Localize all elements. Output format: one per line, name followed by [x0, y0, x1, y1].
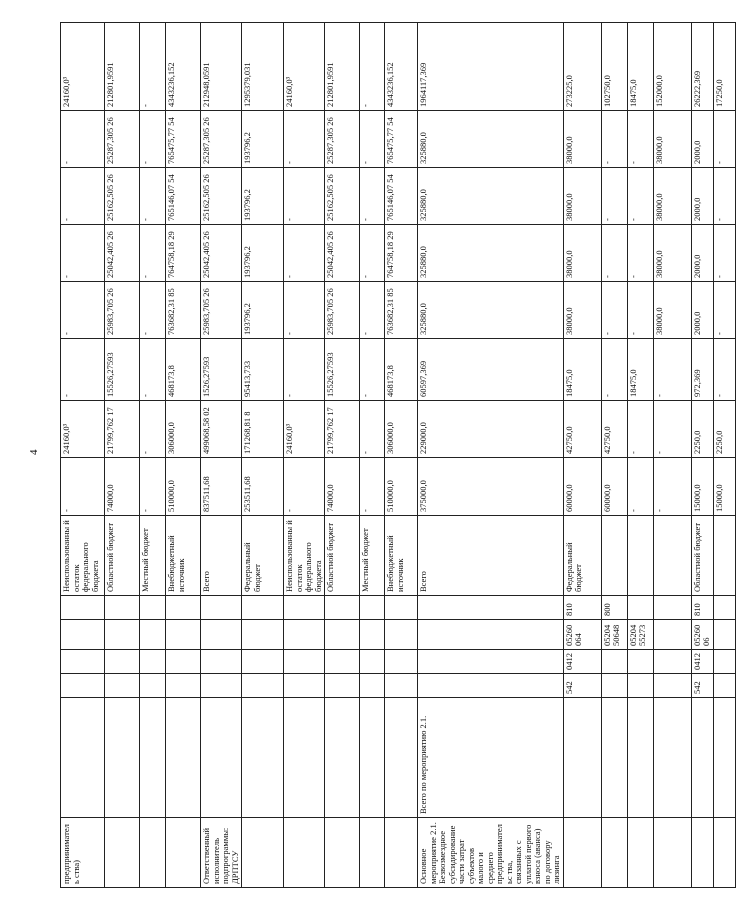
table-cell — [284, 698, 325, 818]
table-cell: 468173,8 — [166, 339, 201, 401]
table-cell: 24160,0³ — [61, 401, 105, 458]
table-cell: - — [140, 168, 166, 225]
table-cell — [385, 650, 418, 674]
table-cell: 60000,0 — [563, 458, 601, 516]
table-cell: 2250,0 — [691, 401, 713, 458]
table-cell — [140, 818, 166, 888]
table-cell — [166, 818, 201, 888]
table-cell: Основное мероприятие 2.1. Безвозмездное субсидирование части затрат субъектов малого и среднего предпринимательс тва, связанных с уплатой первого взноса (аванса) по договору лизинга — [418, 818, 564, 888]
table-row — [166, 23, 201, 888]
table-cell: - — [627, 225, 653, 282]
table-cell: 15526,27593 — [325, 339, 360, 401]
table-cell — [627, 698, 653, 818]
table-cell: 74000,0 — [105, 458, 140, 516]
table-cell — [242, 620, 284, 650]
table-cell — [61, 698, 105, 818]
table-cell: 972,369 — [691, 339, 713, 401]
table-cell — [325, 674, 360, 698]
table-cell: 306000,0 — [166, 401, 201, 458]
table-cell: Федеральный бюджет — [242, 516, 284, 596]
table-cell — [563, 698, 601, 818]
table-cell — [653, 818, 691, 888]
table-cell: - — [61, 282, 105, 339]
table-cell — [385, 674, 418, 698]
table-cell: - — [653, 339, 691, 401]
table-cell: 765475,77 54 — [166, 111, 201, 168]
table-cell: Федеральный бюджет — [563, 516, 601, 596]
table-row — [325, 23, 360, 888]
table-cell — [385, 698, 418, 818]
table-cell — [242, 650, 284, 674]
table-cell: Областной бюджет — [691, 516, 713, 596]
budget-table-body — [61, 23, 736, 888]
table-cell: - — [284, 168, 325, 225]
table-cell — [325, 818, 360, 888]
table-cell: 25287,305 26 — [201, 111, 242, 168]
table-cell: 193796,2 — [242, 111, 284, 168]
table-cell — [385, 620, 418, 650]
table-cell — [360, 818, 385, 888]
table-cell — [601, 818, 627, 888]
table-cell — [140, 698, 166, 818]
table-cell — [601, 674, 627, 698]
table-cell — [418, 596, 564, 620]
table-row — [385, 23, 418, 888]
table-cell: - — [601, 339, 627, 401]
table-cell: 18475,0 — [563, 339, 601, 401]
table-cell — [418, 620, 564, 650]
table-cell — [201, 698, 242, 818]
table-cell: 763682,31 85 — [166, 282, 201, 339]
table-cell: - — [601, 111, 627, 168]
table-cell: 375000,0 — [418, 458, 564, 516]
table-cell: 15526,27593 — [105, 339, 140, 401]
table-cell: 24160,0³ — [284, 401, 325, 458]
table-cell: - — [61, 225, 105, 282]
table-row — [627, 23, 653, 888]
table-cell: 25162,505 26 — [201, 168, 242, 225]
table-cell: - — [140, 458, 166, 516]
table-row — [713, 23, 735, 888]
table-cell: 21799,762 17 — [325, 401, 360, 458]
table-cell — [627, 650, 653, 674]
table-cell: 325880,0 — [418, 225, 564, 282]
table-cell: - — [140, 282, 166, 339]
table-cell: Ответственный исполнитель подпрограммы: ДРПТСУ — [201, 818, 242, 888]
table-cell: Внебюджетный источник — [166, 516, 201, 596]
table-cell: 25983,705 26 — [105, 282, 140, 339]
table-cell: 25042,405 26 — [201, 225, 242, 282]
table-cell: 60597,369 — [418, 339, 564, 401]
table-cell: 2000,0 — [691, 168, 713, 225]
table-cell: 17250,0 — [713, 23, 735, 111]
table-cell — [105, 650, 140, 674]
table-cell — [653, 674, 691, 698]
table-cell — [627, 674, 653, 698]
table-cell: 05260 06 — [691, 620, 713, 650]
table-cell: - — [284, 339, 325, 401]
table-cell: Внебюджетный источник — [385, 516, 418, 596]
table-cell: 325880,0 — [418, 168, 564, 225]
table-cell — [201, 674, 242, 698]
page-number: 4 — [28, 449, 40, 455]
table-cell: 0412 — [563, 650, 601, 674]
table-cell: 4343236,152 — [166, 23, 201, 111]
table-cell — [242, 596, 284, 620]
table-cell: - — [653, 401, 691, 458]
table-row — [201, 23, 242, 888]
table-cell: 25162,505 26 — [105, 168, 140, 225]
table-cell: 765146,07 54 — [166, 168, 201, 225]
table-cell — [627, 516, 653, 596]
table-cell — [166, 596, 201, 620]
table-cell — [166, 674, 201, 698]
table-cell — [105, 818, 140, 888]
table-cell: 542 — [563, 674, 601, 698]
table-cell: - — [627, 401, 653, 458]
table-row — [563, 23, 601, 888]
table-cell: 765475,77 54 — [385, 111, 418, 168]
table-cell — [713, 698, 735, 818]
table-cell: 24160,0³ — [61, 23, 105, 111]
table-cell: - — [140, 401, 166, 458]
table-cell: 229000,0 — [418, 401, 564, 458]
table-cell: Областной бюджет — [105, 516, 140, 596]
table-cell: 4343236,152 — [385, 23, 418, 111]
table-cell — [360, 698, 385, 818]
table-cell: 764758,18 29 — [385, 225, 418, 282]
table-cell — [325, 698, 360, 818]
table-cell: - — [284, 458, 325, 516]
table-cell — [713, 650, 735, 674]
table-cell: - — [360, 23, 385, 111]
table-cell: - — [61, 111, 105, 168]
table-cell: 499068,58 02 — [201, 401, 242, 458]
table-cell: 25983,705 26 — [325, 282, 360, 339]
table-cell: 253511,68 — [242, 458, 284, 516]
table-cell: 193796,2 — [242, 282, 284, 339]
table-cell — [166, 698, 201, 818]
table-cell: - — [627, 282, 653, 339]
table-cell — [691, 698, 713, 818]
table-cell: 468173,8 — [385, 339, 418, 401]
table-cell: 2000,0 — [691, 111, 713, 168]
table-cell: предприниматель ства) — [61, 818, 105, 888]
table-cell: Неиспользованны й остаток федерального бюджета — [284, 516, 325, 596]
table-cell: 171268,81 8 — [242, 401, 284, 458]
table-cell — [601, 516, 627, 596]
table-cell: 25042,405 26 — [325, 225, 360, 282]
table-cell — [284, 650, 325, 674]
table-cell: 325880,0 — [418, 111, 564, 168]
table-cell: 21799,762 17 — [105, 401, 140, 458]
table-cell: 1526,27593 — [201, 339, 242, 401]
table-row — [242, 23, 284, 888]
table-row — [653, 23, 691, 888]
table-cell: - — [140, 225, 166, 282]
table-cell: - — [360, 458, 385, 516]
table-cell — [201, 650, 242, 674]
table-cell: 212801,9591 — [325, 23, 360, 111]
table-cell: 2250,0 — [713, 401, 735, 458]
table-cell — [61, 674, 105, 698]
table-cell: 25287,305 26 — [325, 111, 360, 168]
table-cell — [713, 818, 735, 888]
table-cell: 306000,0 — [385, 401, 418, 458]
table-cell: 18475,0 — [627, 23, 653, 111]
table-cell — [563, 818, 601, 888]
table-cell — [713, 596, 735, 620]
table-cell: 25162,505 26 — [325, 168, 360, 225]
table-cell: - — [713, 282, 735, 339]
table-row — [601, 23, 627, 888]
table-cell: 74000,0 — [325, 458, 360, 516]
table-cell — [360, 596, 385, 620]
table-cell — [713, 620, 735, 650]
table-cell: 38000,0 — [563, 168, 601, 225]
table-row — [140, 23, 166, 888]
table-cell: 15000,0 — [713, 458, 735, 516]
table-cell: - — [284, 225, 325, 282]
table-cell: - — [140, 339, 166, 401]
table-cell — [325, 596, 360, 620]
table-cell: 05204 50648 — [601, 620, 627, 650]
table-cell — [201, 596, 242, 620]
table-cell — [325, 650, 360, 674]
rotated-table-container — [60, 23, 724, 888]
table-cell: 2000,0 — [691, 225, 713, 282]
table-cell — [653, 596, 691, 620]
table-cell — [166, 620, 201, 650]
table-cell: - — [284, 111, 325, 168]
table-cell: 42750,0 — [563, 401, 601, 458]
table-cell: - — [360, 225, 385, 282]
table-cell: 212948,0591 — [201, 23, 242, 111]
table-cell: - — [627, 111, 653, 168]
table-cell — [360, 674, 385, 698]
table-cell: 810 — [563, 596, 601, 620]
table-cell — [653, 620, 691, 650]
table-cell: 763682,31 85 — [385, 282, 418, 339]
table-cell: Местный бюджет — [360, 516, 385, 596]
table-cell: 1295379,031 — [242, 23, 284, 111]
table-cell: 764758,18 29 — [166, 225, 201, 282]
table-cell — [360, 620, 385, 650]
table-cell — [627, 818, 653, 888]
table-cell: - — [61, 458, 105, 516]
table-cell — [284, 818, 325, 888]
table-cell: 42750,0 — [601, 401, 627, 458]
table-cell — [242, 698, 284, 818]
table-cell: 102750,0 — [601, 23, 627, 111]
table-cell: - — [284, 282, 325, 339]
table-cell: 38000,0 — [653, 282, 691, 339]
table-cell: - — [653, 458, 691, 516]
table-row — [418, 23, 564, 888]
table-cell — [713, 674, 735, 698]
table-cell — [284, 596, 325, 620]
table-cell — [105, 620, 140, 650]
table-cell: - — [360, 168, 385, 225]
table-cell — [284, 674, 325, 698]
table-cell: - — [61, 168, 105, 225]
table-cell: - — [713, 225, 735, 282]
table-cell — [140, 620, 166, 650]
table-cell: - — [360, 282, 385, 339]
table-cell — [385, 596, 418, 620]
table-cell: - — [601, 168, 627, 225]
table-cell: 25042,405 26 — [105, 225, 140, 282]
table-cell — [105, 674, 140, 698]
table-cell — [418, 674, 564, 698]
table-cell — [61, 620, 105, 650]
table-cell: 765146,07 54 — [385, 168, 418, 225]
table-cell — [418, 650, 564, 674]
table-cell: - — [360, 111, 385, 168]
table-cell: 05260 064 — [563, 620, 601, 650]
table-cell: 0412 — [691, 650, 713, 674]
table-cell: - — [713, 111, 735, 168]
table-cell: 26222,369 — [691, 23, 713, 111]
table-cell: 810 — [691, 596, 713, 620]
table-cell: - — [360, 339, 385, 401]
table-cell — [385, 818, 418, 888]
table-cell: 25287,305 26 — [105, 111, 140, 168]
table-cell: 325880,0 — [418, 282, 564, 339]
table-cell — [61, 650, 105, 674]
table-row — [284, 23, 325, 888]
table-cell: Всего по мероприятию 2.1. — [418, 698, 564, 818]
table-cell — [325, 620, 360, 650]
table-cell: Всего — [418, 516, 564, 596]
table-cell: 95413,733 — [242, 339, 284, 401]
table-cell: 38000,0 — [653, 168, 691, 225]
table-cell: 1964117,369 — [418, 23, 564, 111]
table-cell — [166, 650, 201, 674]
table-cell: - — [601, 282, 627, 339]
table-cell — [653, 516, 691, 596]
table-cell — [242, 674, 284, 698]
table-cell: - — [360, 401, 385, 458]
table-cell — [140, 650, 166, 674]
table-cell: 212801,9591 — [105, 23, 140, 111]
table-cell: 542 — [691, 674, 713, 698]
budget-table — [60, 22, 736, 888]
table-cell — [360, 650, 385, 674]
table-cell: 60000,0 — [601, 458, 627, 516]
table-cell — [627, 596, 653, 620]
table-cell — [105, 596, 140, 620]
table-cell — [105, 698, 140, 818]
table-cell: - — [713, 339, 735, 401]
table-cell: 38000,0 — [563, 282, 601, 339]
table-cell — [61, 596, 105, 620]
table-row — [61, 23, 105, 888]
table-cell: 2000,0 — [691, 282, 713, 339]
table-cell — [140, 596, 166, 620]
table-cell — [201, 620, 242, 650]
table-cell: - — [713, 168, 735, 225]
table-cell: - — [627, 168, 653, 225]
table-cell: 510000,0 — [385, 458, 418, 516]
table-cell: Областной бюджет — [325, 516, 360, 596]
table-cell — [601, 650, 627, 674]
table-cell: 510000,0 — [166, 458, 201, 516]
table-cell — [601, 698, 627, 818]
table-cell: - — [61, 339, 105, 401]
table-cell: 837511,68 — [201, 458, 242, 516]
table-cell: - — [627, 458, 653, 516]
table-cell: 38000,0 — [653, 225, 691, 282]
table-cell: Неиспользованны й остаток федерального бюджета — [61, 516, 105, 596]
table-row — [691, 23, 713, 888]
table-cell: Всего — [201, 516, 242, 596]
table-cell: 05204 55273 — [627, 620, 653, 650]
table-cell: 24160,0³ — [284, 23, 325, 111]
table-cell — [284, 620, 325, 650]
table-cell: 193796,2 — [242, 168, 284, 225]
table-cell — [242, 818, 284, 888]
table-cell: 193796,2 — [242, 225, 284, 282]
table-cell: 38000,0 — [563, 225, 601, 282]
table-cell: 38000,0 — [563, 111, 601, 168]
table-cell — [691, 818, 713, 888]
table-cell — [653, 650, 691, 674]
table-cell — [140, 674, 166, 698]
table-cell: 18475,0 — [627, 339, 653, 401]
table-cell: 15000,0 — [691, 458, 713, 516]
table-cell: - — [140, 111, 166, 168]
table-row — [360, 23, 385, 888]
table-cell — [653, 698, 691, 818]
table-cell: 25983,705 26 — [201, 282, 242, 339]
table-cell: 38000,0 — [653, 111, 691, 168]
table-cell: 800 — [601, 596, 627, 620]
table-cell: - — [601, 225, 627, 282]
table-cell: 273225,0 — [563, 23, 601, 111]
table-cell — [713, 516, 735, 596]
table-row — [105, 23, 140, 888]
table-cell: Местный бюджет — [140, 516, 166, 596]
table-cell: - — [140, 23, 166, 111]
table-cell: 152000,0 — [653, 23, 691, 111]
